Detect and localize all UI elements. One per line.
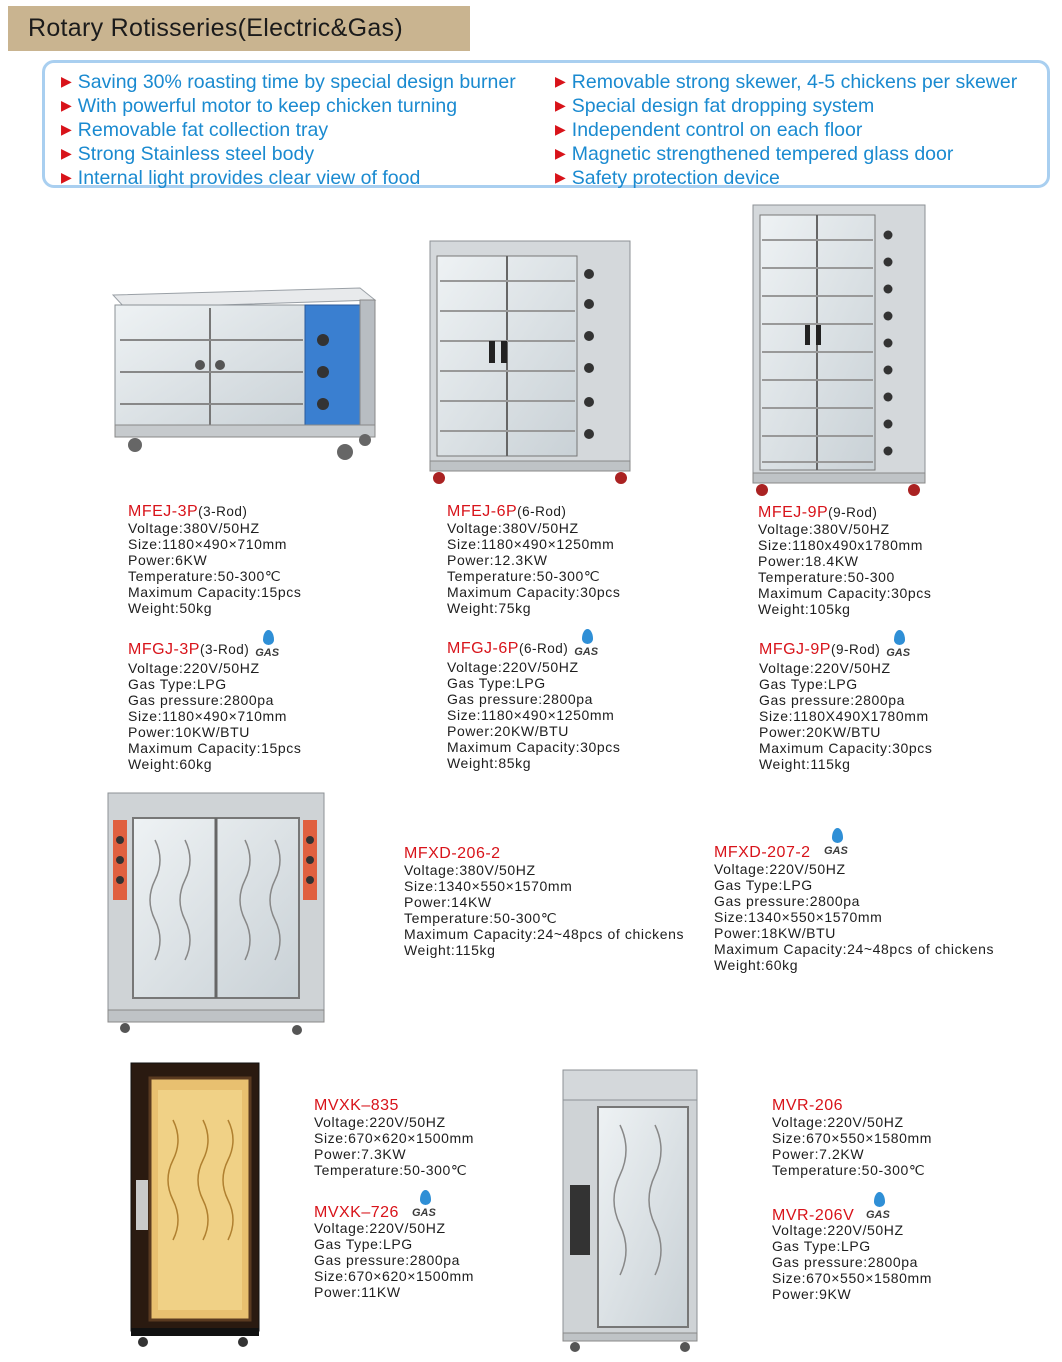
model-name: MVR-206V (772, 1207, 855, 1224)
model-name: MFGJ-9P (759, 641, 831, 658)
model-name: MVR-206 (772, 1097, 844, 1114)
bullet-triangle-icon: ▶ (555, 169, 566, 185)
page-header (8, 6, 470, 51)
spec-line: Voltage:220V/50HZ (714, 861, 846, 877)
model-suffix: (9-Rod) (830, 642, 881, 657)
spec-line: Gas pressure:2800pa (772, 1254, 919, 1270)
spec-line: Temperature:50-300℃ (128, 568, 282, 584)
spec-line: Power:11KW (314, 1284, 401, 1300)
spec-mvr-206 (772, 1097, 932, 1178)
gas-flame-icon: GAS (412, 1190, 438, 1220)
spec-line: Maximum Capacity:15pcs (128, 740, 302, 756)
bullet-triangle-icon: ▶ (555, 73, 566, 89)
spec-line: Temperature:50-300℃ (404, 910, 558, 926)
feature-item: ▶ Internal light provides clear view of food (61, 167, 421, 189)
spec-line: Gas Type:LPG (314, 1236, 413, 1252)
spec-line: Gas pressure:2800pa (128, 692, 275, 708)
model-name: MVXK–835 (314, 1097, 399, 1114)
model-name: MFEJ-6P (447, 503, 518, 520)
spec-line: Voltage:220V/50HZ (772, 1114, 904, 1130)
spec-line: Maximum Capacity:24~48pcs of chickens (404, 926, 685, 942)
spec-line: Power:10KW/BTU (128, 724, 250, 740)
spec-line: Size:1180×490×710mm (128, 708, 288, 724)
spec-line: Size:1340×550×1570mm (714, 909, 883, 925)
feature-item: ▶ With powerful motor to keep chicken turning (61, 95, 458, 117)
spec-line: Power:18KW/BTU (714, 925, 836, 941)
model-name: MFGJ-3P (128, 641, 200, 658)
spec-line: Voltage:220V/50HZ (759, 660, 891, 676)
model-suffix: (6-Rod) (517, 504, 567, 519)
bullet-triangle-icon: ▶ (61, 73, 72, 89)
model-suffix: (3-Rod) (199, 642, 250, 657)
bullet-triangle-icon: ▶ (61, 145, 72, 161)
feature-item: ▶ Saving 30% roasting time by special design burner (61, 71, 516, 93)
spec-line: Size:1180×490×1250mm (447, 536, 615, 552)
product-image-mvxk (128, 1060, 264, 1350)
spec-line: Gas Type:LPG (772, 1238, 871, 1254)
feature-item: ▶ Special design fat dropping system (555, 95, 875, 117)
spec-line: Power:20KW/BTU (759, 724, 881, 740)
spec-line: Size:1180×490×710mm (128, 536, 288, 552)
spec-line: Gas pressure:2800pa (759, 692, 906, 708)
spec-line: Voltage:380V/50HZ (447, 520, 579, 536)
gas-flame-icon: GAS (574, 629, 600, 659)
spec-line: Temperature:50-300℃ (447, 568, 601, 584)
spec-line: Size:670×620×1500mm (314, 1130, 475, 1146)
spec-line: Weight:115kg (759, 756, 851, 772)
spec-line: Maximum Capacity:30pcs (759, 740, 933, 756)
spec-line: Weight:60kg (128, 756, 213, 772)
spec-line: Gas Type:LPG (128, 676, 227, 692)
spec-mfgj-6p (447, 629, 620, 771)
feature-item: ▶ Independent control on each floor (555, 119, 863, 141)
spec-mfgj-9p (759, 630, 932, 772)
bullet-triangle-icon: ▶ (555, 121, 566, 137)
spec-line: Size:1340×550×1570mm (404, 878, 573, 894)
feature-item: ▶ Strong Stainless steel body (61, 143, 315, 165)
spec-line: Size:670×620×1500mm (314, 1268, 475, 1284)
spec-line: Power:12.3KW (447, 552, 548, 568)
spec-line: Maximum Capacity:30pcs (758, 585, 932, 601)
spec-line: Voltage:220V/50HZ (772, 1222, 904, 1238)
spec-line: Temperature:50-300℃ (772, 1162, 926, 1178)
feature-item: ▶ Removable strong skewer, 4-5 chickens per skewer (555, 71, 1018, 93)
model-name: MFEJ-3P (128, 503, 199, 520)
gas-flame-icon: GAS (824, 828, 850, 858)
spec-mfej-9p (758, 504, 931, 617)
feature-item: ▶ Magnetic strengthened tempered glass door (555, 143, 954, 165)
spec-line: Power:7.2KW (772, 1146, 865, 1162)
spec-line: Temperature:50-300℃ (314, 1162, 468, 1178)
model-suffix: (9-Rod) (828, 505, 878, 520)
spec-line: Voltage:380V/50HZ (404, 862, 536, 878)
spec-line: Maximum Capacity:30pcs (447, 584, 621, 600)
product-image-mvr (560, 1065, 700, 1353)
spec-line: Gas Type:LPG (759, 676, 858, 692)
spec-mfxd-207-2 (714, 828, 994, 973)
spec-mvxk-835 (314, 1097, 474, 1178)
product-image-mfxd (105, 790, 327, 1038)
spec-mfej-3p (128, 503, 301, 616)
model-name: MFXD-207-2 (714, 844, 811, 861)
features-right (555, 71, 1017, 191)
spec-line: Weight:85kg (447, 755, 532, 771)
feature-item: ▶ Removable fat collection tray (61, 119, 329, 141)
spec-line: Power:9KW (772, 1286, 852, 1302)
spec-line: Gas Type:LPG (447, 675, 546, 691)
spec-line: Gas Type:LPG (714, 877, 813, 893)
model-suffix: (3-Rod) (198, 504, 248, 519)
model-name: MFEJ-9P (758, 504, 829, 521)
spec-line: Power:6KW (128, 552, 208, 568)
spec-line: Gas pressure:2800pa (314, 1252, 461, 1268)
spec-line: Temperature:50-300 (758, 569, 895, 585)
bullet-triangle-icon: ▶ (61, 97, 72, 113)
spec-line: Weight:115kg (404, 942, 496, 958)
product-image-6p (425, 236, 635, 488)
spec-line: Weight:105kg (758, 601, 851, 617)
spec-mvr-206v (772, 1192, 932, 1302)
spec-mfxd-206-2 (404, 845, 684, 958)
model-name: MVXK–726 (314, 1204, 399, 1221)
product-image-9p (750, 200, 928, 500)
spec-line: Gas pressure:2800pa (447, 691, 594, 707)
gas-flame-icon: GAS (886, 630, 912, 660)
spec-line: Size:1180x490x1780mm (758, 537, 924, 553)
spec-line: Voltage:380V/50HZ (758, 521, 890, 537)
spec-line: Weight:60kg (714, 957, 799, 973)
product-image-3p (105, 280, 380, 470)
spec-line: Power:20KW/BTU (447, 723, 569, 739)
spec-line: Voltage:220V/50HZ (447, 659, 579, 675)
spec-line: Size:670×550×1580mm (772, 1270, 933, 1286)
bullet-triangle-icon: ▶ (555, 145, 566, 161)
feature-item: ▶ Safety protection device (555, 167, 780, 189)
spec-mfgj-3p (128, 630, 301, 772)
features-box (42, 60, 1050, 188)
spec-line: Voltage:380V/50HZ (128, 520, 260, 536)
model-name: MFGJ-6P (447, 640, 519, 657)
spec-line: Power:7.3KW (314, 1146, 407, 1162)
spec-line: Maximum Capacity:15pcs (128, 584, 302, 600)
spec-line: Size:1180×490×1250mm (447, 707, 615, 723)
bullet-triangle-icon: ▶ (555, 97, 566, 113)
spec-line: Maximum Capacity:24~48pcs of chickens (714, 941, 995, 957)
gas-flame-icon: GAS (866, 1192, 892, 1222)
page-title: Rotary Rotisseries(Electric&Gas) (28, 14, 403, 42)
spec-line: Gas pressure:2800pa (714, 893, 861, 909)
spec-line: Power:14KW (404, 894, 492, 910)
gas-flame-icon: GAS (255, 630, 281, 660)
spec-line: Weight:75kg (447, 600, 532, 616)
bullet-triangle-icon: ▶ (61, 169, 72, 185)
spec-line: Voltage:220V/50HZ (314, 1114, 446, 1130)
bullet-triangle-icon: ▶ (61, 121, 72, 137)
spec-line: Maximum Capacity:30pcs (447, 739, 621, 755)
features-left (61, 71, 516, 191)
spec-line: Power:18.4KW (758, 553, 859, 569)
spec-line: Voltage:220V/50HZ (314, 1220, 446, 1236)
model-suffix: (6-Rod) (518, 641, 569, 656)
spec-line: Weight:50kg (128, 600, 213, 616)
model-name: MFXD-206-2 (404, 845, 501, 862)
spec-mvxk-726 (314, 1190, 474, 1300)
spec-line: Voltage:220V/50HZ (128, 660, 260, 676)
spec-mfej-6p (447, 503, 620, 616)
spec-line: Size:670×550×1580mm (772, 1130, 933, 1146)
spec-line: Size:1180X490X1780mm (759, 708, 929, 724)
